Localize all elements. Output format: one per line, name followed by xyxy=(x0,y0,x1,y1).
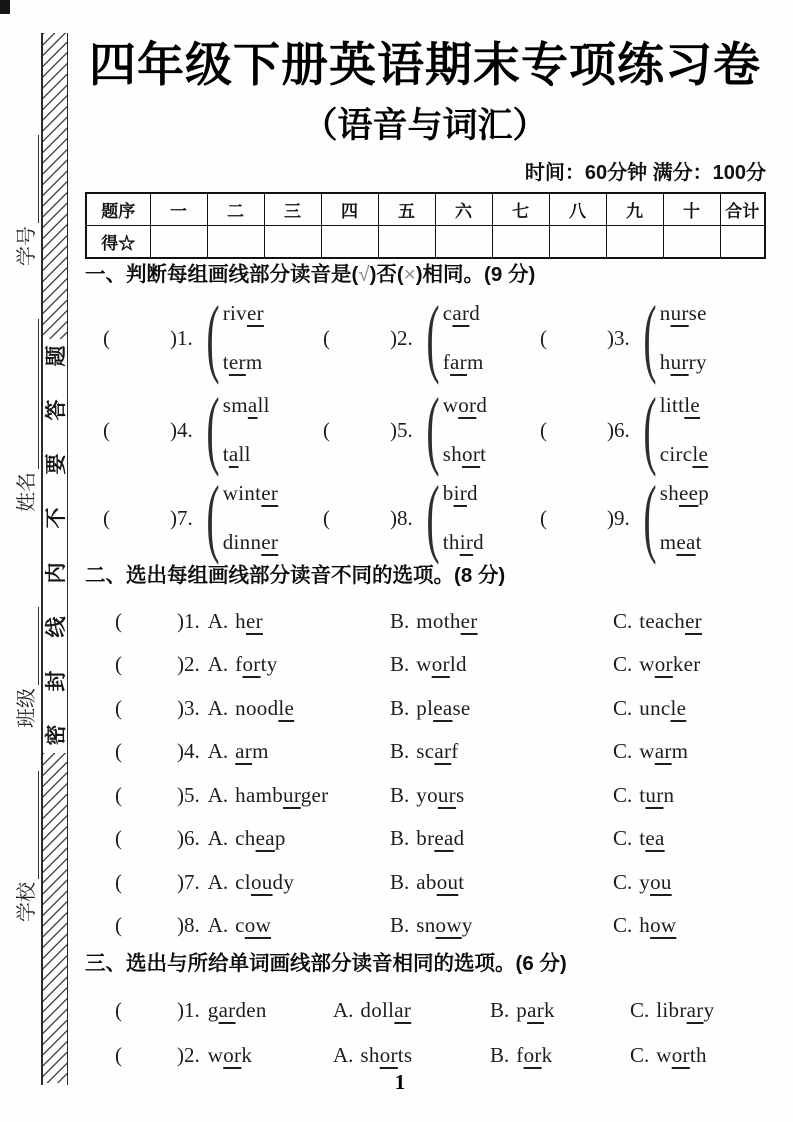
item-number: )4. xyxy=(170,417,193,442)
score-row-label: 得☆ xyxy=(86,226,150,259)
school-text: 学校 xyxy=(14,882,38,922)
option-word: her xyxy=(235,609,263,633)
choice-row-2 xyxy=(115,650,793,684)
option-b: B. mother xyxy=(390,609,478,633)
score-header-cell: 四 xyxy=(321,193,378,226)
item-number: )8. xyxy=(390,505,413,530)
option-c: C. tea xyxy=(613,826,665,850)
check-mark: √ xyxy=(358,263,370,286)
option-b: B. snowy xyxy=(390,913,473,937)
option-c: C. turn xyxy=(613,783,675,807)
score-cell xyxy=(207,226,264,259)
answer-paren: ( xyxy=(323,325,330,350)
option-label: A. xyxy=(207,783,229,807)
word: bird xyxy=(442,481,478,505)
option-b: B. world xyxy=(390,652,467,676)
score-header-cell: 十 xyxy=(663,193,720,226)
word: meat xyxy=(659,530,702,554)
score-cell xyxy=(150,226,207,259)
word: hurry xyxy=(659,350,707,374)
option-b: B. fork xyxy=(490,1043,553,1067)
item-number: )7. xyxy=(177,870,200,894)
score-table xyxy=(85,192,766,259)
heading-text: )否( xyxy=(369,263,404,286)
score-cell xyxy=(435,226,492,259)
pair-item-4 xyxy=(103,381,270,478)
pair-item-5 xyxy=(323,381,488,478)
word: farm xyxy=(442,350,484,374)
answer-paren: ( xyxy=(115,1043,122,1067)
word: tall xyxy=(222,442,251,466)
option-c: C. how xyxy=(613,913,677,937)
heading-text: 一、判断每组画线部分读音是( xyxy=(85,263,359,286)
item-number: )3. xyxy=(177,696,200,720)
seal-char: 封 xyxy=(45,670,68,692)
option-label: A. xyxy=(207,913,229,937)
score-header-cell: 合计 xyxy=(720,193,765,226)
pair-item-6 xyxy=(540,381,709,478)
cross-mark: × xyxy=(403,263,416,286)
seal-char: 内 xyxy=(45,562,68,584)
answer-paren: ( xyxy=(103,505,110,530)
pair-item-7 xyxy=(103,469,279,566)
registration-mark xyxy=(0,0,10,14)
word: circle xyxy=(659,442,709,466)
answer-paren: ( xyxy=(103,325,110,350)
option-c: C. worth xyxy=(630,1043,707,1067)
choice-row-7 xyxy=(115,868,793,902)
page-subtitle: （语音与词汇） xyxy=(302,106,548,145)
brace-icon: ( xyxy=(206,381,220,478)
seal-char: 不 xyxy=(45,507,68,529)
answer-paren: ( xyxy=(115,998,122,1022)
option-a: A. dollar xyxy=(333,998,412,1022)
option-word: noodle xyxy=(235,696,295,720)
choice-row-5 xyxy=(115,781,793,815)
page-title: 四年级下册英语期末专项练习卷 xyxy=(89,38,761,91)
page-number: 1 xyxy=(394,1070,406,1094)
score-cell xyxy=(549,226,606,259)
student-id-label xyxy=(15,135,39,266)
section1-heading xyxy=(85,262,535,289)
word: small xyxy=(222,393,270,417)
item-number: )7. xyxy=(170,505,193,530)
answer-paren: ( xyxy=(323,505,330,530)
score-table-header-row xyxy=(86,193,765,226)
option-b: B. please xyxy=(390,696,471,720)
score-cell xyxy=(378,226,435,259)
option-word: forty xyxy=(235,652,278,676)
name-text: 姓名 xyxy=(14,472,38,512)
option-word: hamburger xyxy=(235,783,329,807)
option-c: C. library xyxy=(630,998,715,1022)
option-c: C. warm xyxy=(613,739,689,763)
score-cell xyxy=(606,226,663,259)
score-header-cell: 八 xyxy=(549,193,606,226)
score-cell xyxy=(264,226,321,259)
word: card xyxy=(442,301,481,325)
answer-paren: ( xyxy=(540,417,547,442)
option-b: B. yours xyxy=(390,783,465,807)
seal-char: 题 xyxy=(45,345,68,367)
word: word xyxy=(442,393,488,417)
answer-paren: ( xyxy=(540,325,547,350)
seal-char: 线 xyxy=(45,616,68,638)
score-table-score-row xyxy=(86,226,765,259)
item-number: )1. xyxy=(177,609,200,633)
word: sheep xyxy=(659,481,710,505)
item-number: )1. xyxy=(170,325,193,350)
option-c: C. teacher xyxy=(613,609,702,633)
item-number: )9. xyxy=(607,505,630,530)
item-number: )1. xyxy=(177,998,200,1022)
class-blank xyxy=(38,607,39,685)
option-c: C. worker xyxy=(613,652,701,676)
answer-paren: ( xyxy=(115,652,122,676)
word: river xyxy=(222,301,264,325)
option-label: A. xyxy=(207,652,229,676)
score-header-cell: 七 xyxy=(492,193,549,226)
score-header-cell: 二 xyxy=(207,193,264,226)
answer-paren: ( xyxy=(540,505,547,530)
option-word: arm xyxy=(235,739,269,763)
option-label: A. xyxy=(207,870,229,894)
option-word: cheap xyxy=(235,826,286,850)
score-cell xyxy=(663,226,720,259)
item-number: )2. xyxy=(390,325,413,350)
score-cell xyxy=(492,226,549,259)
pair-item-9 xyxy=(540,469,710,566)
choice-row-1 xyxy=(115,607,793,641)
pair-row xyxy=(0,469,793,566)
heading-text: )相同。(9 分) xyxy=(415,263,536,286)
seal-char: 答 xyxy=(45,399,68,421)
choice-row-3 xyxy=(115,694,793,728)
score-header-cell: 九 xyxy=(606,193,663,226)
score-header-cell: 六 xyxy=(435,193,492,226)
answer-paren: ( xyxy=(323,417,330,442)
answer-paren: ( xyxy=(115,696,122,720)
section2-heading: 二、选出每组画线部分读音不同的选项。(8 分) xyxy=(85,564,506,587)
answer-paren: ( xyxy=(103,417,110,442)
word: winter xyxy=(222,481,279,505)
option-label: A. xyxy=(207,826,229,850)
school-blank xyxy=(38,771,39,879)
brace-icon: ( xyxy=(643,469,657,566)
score-header-cell: 三 xyxy=(264,193,321,226)
pair-item-2 xyxy=(323,289,484,386)
score-header-cell: 五 xyxy=(378,193,435,226)
option-label: A. xyxy=(207,609,229,633)
score-header-cell: 一 xyxy=(150,193,207,226)
score-cell xyxy=(720,226,765,259)
choice-row-4 xyxy=(115,737,793,771)
brace-icon: ( xyxy=(206,469,220,566)
word: nurse xyxy=(659,301,707,325)
student-id-text: 学号 xyxy=(14,226,38,266)
word: dinner xyxy=(222,530,279,554)
option-c: C. you xyxy=(613,870,672,894)
item-number: )5. xyxy=(177,783,200,807)
option-c: C. uncle xyxy=(613,696,687,720)
score-cell xyxy=(321,226,378,259)
hatch-bottom xyxy=(43,753,67,1083)
match-row-1 xyxy=(115,996,793,1030)
answer-paren: ( xyxy=(115,609,122,633)
item-number: )2. xyxy=(177,1043,200,1067)
section3-heading: 三、选出与所给单词画线部分读音相同的选项。(6 分) xyxy=(85,952,567,975)
choice-row-8 xyxy=(115,911,793,945)
pair-item-1 xyxy=(103,289,264,386)
word: little xyxy=(659,393,701,417)
brace-icon: ( xyxy=(426,381,440,478)
answer-paren: ( xyxy=(115,783,122,807)
option-b: B. bread xyxy=(390,826,465,850)
answer-paren: ( xyxy=(115,826,122,850)
seal-char: 要 xyxy=(45,453,68,475)
item-number: )6. xyxy=(607,417,630,442)
item-number: )5. xyxy=(390,417,413,442)
pair-item-8 xyxy=(323,469,484,566)
school-label xyxy=(15,771,39,922)
item-number: )2. xyxy=(177,652,200,676)
answer-paren: ( xyxy=(115,913,122,937)
word: short xyxy=(442,442,487,466)
word: third xyxy=(442,530,484,554)
time-score-info: 时间：60分钟 满分：100分 xyxy=(524,162,766,184)
pair-item-3 xyxy=(540,289,707,386)
option-b: B. park xyxy=(490,998,555,1022)
brace-icon: ( xyxy=(206,289,220,386)
brace-icon: ( xyxy=(426,289,440,386)
brace-icon: ( xyxy=(643,289,657,386)
word: term xyxy=(222,350,263,374)
pair-row xyxy=(0,289,793,386)
option-b: B. scarf xyxy=(390,739,459,763)
pair-row xyxy=(0,381,793,478)
item-number: )3. xyxy=(607,325,630,350)
stem-word: work xyxy=(207,1043,253,1067)
seal-char: 密 xyxy=(45,724,68,746)
student-id-blank xyxy=(38,135,39,223)
choice-row-6 xyxy=(115,824,793,858)
answer-paren: ( xyxy=(115,870,122,894)
option-word: cow xyxy=(235,913,272,937)
option-label: A. xyxy=(207,696,229,720)
class-text: 班级 xyxy=(14,688,38,728)
item-number: )4. xyxy=(177,739,200,763)
option-a: A. shorts xyxy=(333,1043,413,1067)
score-header-cell: 题序 xyxy=(86,193,150,226)
brace-icon: ( xyxy=(426,469,440,566)
item-number: )8. xyxy=(177,913,200,937)
class-label xyxy=(15,607,39,728)
brace-icon: ( xyxy=(643,381,657,478)
option-b: B. about xyxy=(390,870,465,894)
answer-paren: ( xyxy=(115,739,122,763)
item-number: )6. xyxy=(177,826,200,850)
option-label: A. xyxy=(207,739,229,763)
stem-word: garden xyxy=(207,998,267,1022)
option-word: cloudy xyxy=(235,870,295,894)
